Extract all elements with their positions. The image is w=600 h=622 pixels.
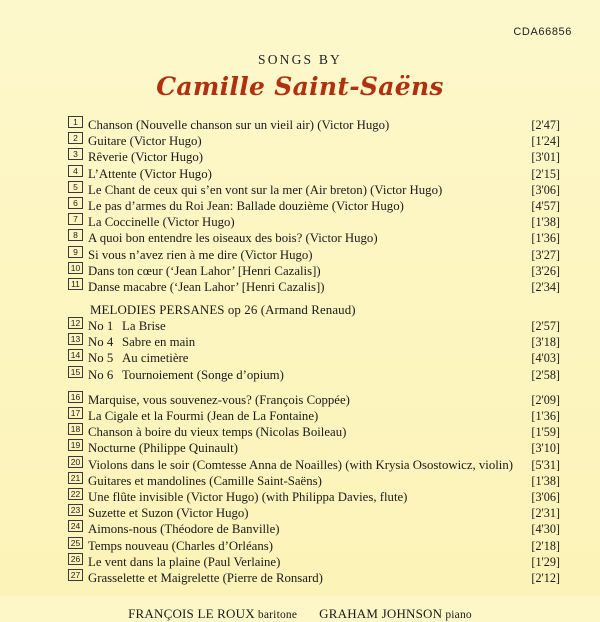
track-row xyxy=(68,408,560,424)
track-title: Le pas d’armes du Roi Jean: Ballade douzième (Victor Hugo) xyxy=(88,198,404,213)
track-number: 20 xyxy=(68,457,88,469)
track-number: 17 xyxy=(68,408,88,420)
pianist-role: piano xyxy=(445,609,472,622)
track-number: 26 xyxy=(68,554,88,566)
track-duration: [3'01] xyxy=(531,150,560,165)
track-duration: [4'03] xyxy=(531,351,560,366)
track-title: Violons dans le soir (Comtesse Anna de Noailles) (with Krysia Osostowicz, violin) xyxy=(88,457,514,472)
track-number: 27 xyxy=(68,570,88,582)
track-title: A quoi bon entendre les oiseaux des bois? (Victor Hugo) xyxy=(88,231,378,246)
track-duration: [2'12] xyxy=(531,570,560,585)
track-title: Suzette et Suzon (Victor Hugo) xyxy=(88,506,249,521)
track-title: Si vous n’avez rien à me dire (Victor Hugo) xyxy=(88,247,313,262)
track-row xyxy=(68,554,560,570)
track-row xyxy=(68,279,560,295)
track-title: Danse macabre (‘Jean Lahor’ [Henri Cazalis]) xyxy=(88,279,325,294)
track-duration: [5'31] xyxy=(531,457,560,472)
track-duration: [3'27] xyxy=(531,247,560,262)
track-row xyxy=(68,538,560,554)
catalog-number: CDA66856 xyxy=(513,26,572,38)
songs-by-label: SONGS BY xyxy=(258,52,342,67)
baritone-name: FRANÇOIS LE ROUX xyxy=(128,606,255,622)
track-number: 2 xyxy=(68,133,88,145)
track-row xyxy=(68,457,560,473)
track-number: 24 xyxy=(68,521,88,533)
track-title xyxy=(88,368,523,383)
track-title: Temps nouveau (Charles d’Orléans) xyxy=(88,538,273,553)
track-number: 22 xyxy=(68,489,88,501)
list-spacer xyxy=(68,383,560,392)
movement-number: No 6 xyxy=(88,367,114,382)
track-title: Marquise, vous souvenez-vous? (François Coppée) xyxy=(88,392,350,407)
track-title: Le Chant de ceux qui s’en vont sur la mer (Air breton) (Victor Hugo) xyxy=(88,182,443,197)
track-number: 1 xyxy=(68,117,88,129)
track-row xyxy=(68,350,560,366)
movement-title: Au cimetière xyxy=(122,351,189,366)
track-number: 13 xyxy=(68,334,88,346)
track-title: La Cigale et la Fourmi (Jean de La Fontaine) xyxy=(88,409,319,423)
track-row xyxy=(68,214,560,230)
track-number: 18 xyxy=(68,424,88,436)
track-row xyxy=(68,318,560,334)
track-title: Guitare (Victor Hugo) xyxy=(88,134,202,149)
track-number: 7 xyxy=(68,214,88,226)
track-duration: [1'29] xyxy=(531,554,560,569)
track-number: 12 xyxy=(68,318,88,330)
section-heading xyxy=(68,295,560,318)
track-row xyxy=(68,570,560,586)
track-title xyxy=(88,319,523,334)
track-duration: [1'38] xyxy=(531,215,560,230)
track-number: 5 xyxy=(68,182,88,194)
movement-title: Sabre en main xyxy=(122,335,196,350)
track-title: Chanson (Nouvelle chanson sur un vieil air) (Victor Hugo) xyxy=(88,118,390,132)
movement-title: La Brise xyxy=(122,319,166,334)
track-number: 15 xyxy=(68,367,88,379)
section-title: MELODIES PERSANES op 26 (Armand Renaud) xyxy=(90,303,356,318)
track-number: 9 xyxy=(68,247,88,259)
track-duration: [2'47] xyxy=(531,118,560,132)
track-title: Grasselette et Maigrelette (Pierre de Ronsard) xyxy=(88,570,323,585)
track-title: Dans ton cœur (‘Jean Lahor’ [Henri Cazalis]) xyxy=(88,263,321,278)
track-duration: [2'31] xyxy=(531,506,560,521)
track-number: 10 xyxy=(68,263,88,275)
track-duration: [1'36] xyxy=(531,231,560,246)
composer-name: Camille Saint-Saëns xyxy=(156,72,444,101)
tracklist xyxy=(0,117,600,586)
track-duration: [2'15] xyxy=(531,166,560,181)
track-row xyxy=(68,182,560,198)
track-title: Le vent dans la plaine (Paul Verlaine) xyxy=(88,554,281,569)
track-number: 4 xyxy=(68,166,88,178)
track-number: 16 xyxy=(68,392,88,404)
track-row xyxy=(68,505,560,521)
track-number: 23 xyxy=(68,505,88,517)
track-title: Nocturne (Philippe Quinault) xyxy=(88,441,238,456)
track-duration: [4'57] xyxy=(531,198,560,213)
track-duration: [3'18] xyxy=(531,335,560,350)
track-duration: [3'06] xyxy=(531,489,560,504)
movement-title: Tournoiement (Songe d’opium) xyxy=(122,367,284,382)
track-number: 11 xyxy=(68,279,88,291)
track-duration: [2'58] xyxy=(531,367,560,382)
track-number: 19 xyxy=(68,440,88,452)
baritone-role: baritone xyxy=(257,609,298,622)
track-title: Guitares et mandolines (Camille Saint-Saëns) xyxy=(88,473,322,488)
movement-number: No 1 xyxy=(88,319,114,334)
track-duration: [3'10] xyxy=(531,441,560,456)
track-title: La Coccinelle (Victor Hugo) xyxy=(88,215,235,230)
track-row xyxy=(68,230,560,246)
track-duration: [1'59] xyxy=(531,425,560,440)
movement-number: No 4 xyxy=(88,335,114,350)
track-row xyxy=(68,521,560,537)
movement-number: No 5 xyxy=(88,351,114,366)
track-title: Une flûte invisible (Victor Hugo) (with Philippa Davies, flute) xyxy=(88,489,408,504)
track-number: 25 xyxy=(68,538,88,550)
track-duration: [3'06] xyxy=(531,182,560,197)
track-number: 14 xyxy=(68,350,88,362)
track-number: 21 xyxy=(68,473,88,485)
track-duration: [1'38] xyxy=(531,473,560,488)
track-row xyxy=(68,489,560,505)
track-title: Chanson à boire du vieux temps (Nicolas Boileau) xyxy=(88,425,347,440)
track-number: 8 xyxy=(68,230,88,242)
track-number: 3 xyxy=(68,149,88,161)
header xyxy=(0,0,600,101)
track-title: Aimons-nous (Théodore de Banville) xyxy=(88,522,280,537)
track-row xyxy=(68,440,560,456)
track-duration: [4'30] xyxy=(531,522,560,537)
track-duration: [3'26] xyxy=(531,263,560,278)
track-row xyxy=(68,334,560,350)
performers-line xyxy=(0,606,600,622)
track-duration: [2'34] xyxy=(531,279,560,294)
track-duration: [2'18] xyxy=(531,538,560,553)
track-row xyxy=(68,424,560,440)
track-row xyxy=(68,133,560,149)
track-duration: [1'36] xyxy=(531,409,560,423)
track-title: Rêverie (Victor Hugo) xyxy=(88,150,204,165)
track-duration: [2'57] xyxy=(531,319,560,334)
track-title xyxy=(88,351,523,366)
track-row xyxy=(68,263,560,279)
track-number: 6 xyxy=(68,198,88,210)
track-title xyxy=(88,335,523,350)
track-row xyxy=(68,247,560,263)
track-row xyxy=(68,473,560,489)
track-row xyxy=(68,117,560,133)
track-row xyxy=(68,166,560,182)
pianist-name: GRAHAM JOHNSON xyxy=(319,606,443,622)
track-row xyxy=(68,392,560,408)
track-title: L’Attente (Victor Hugo) xyxy=(88,166,212,181)
track-duration: [2'09] xyxy=(531,392,560,407)
track-row xyxy=(68,367,560,383)
track-row xyxy=(68,198,560,214)
track-row xyxy=(68,149,560,165)
track-duration: [1'24] xyxy=(531,134,560,149)
